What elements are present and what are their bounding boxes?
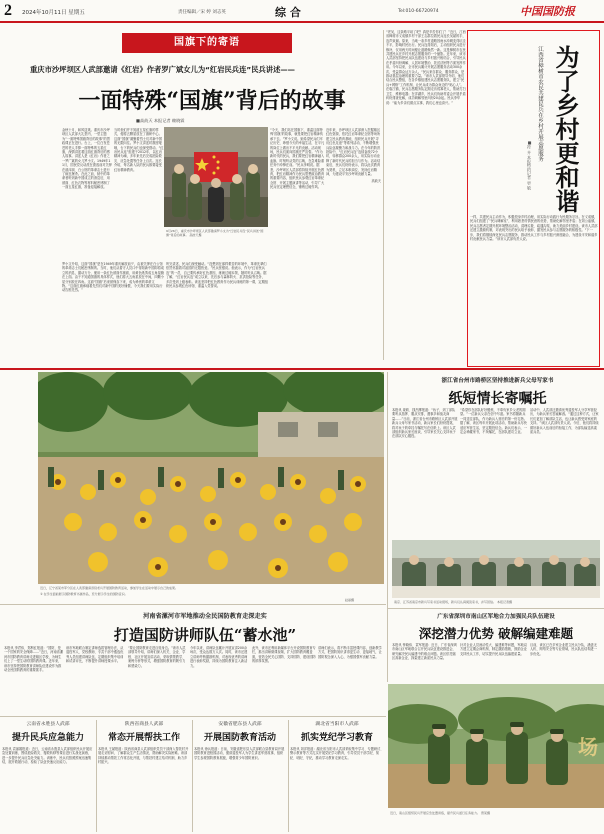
article4-photo-caption: 近日，南山区组织民兵开展应急处置训练，提升民兵遂行任务能力。 曾某摄 <box>390 811 490 815</box>
militia-training-image <box>388 684 604 808</box>
article4-column-2: 针对企业人员流动性大、编建难等问题，军地双方建立定期会商机制，制定激励措施，鼓励企业支持民兵工作，切实提升民兵队伍编建质量。 <box>460 643 527 656</box>
article2-byline: ■符 卉 本报特约记者 更 敏 <box>527 140 532 191</box>
brief-3-body: 本报讯 徐兵报道：日前，安徽省肥东县人武部联合县教育局开展国防教育进校园活动，邀请退役军人为学生讲述军营故事，组织学生参观国防教育展板，增强青少年国防意识。 <box>194 747 285 760</box>
brief-4 <box>290 720 384 832</box>
banner-text: 国旗下的寄语 <box>174 37 240 48</box>
photo-caption-credit: 赵丽摄 <box>345 598 355 602</box>
article3-column-3: 活动中，人武部还邀请优秀退役军人分享军营经历，为新兵家长答疑解惑。“通过这种方式，让家长们更加了解部队生活，也让新兵感受到家庭的支持。”该区人武部负责人说。今后，他们将持续做好新兵入伍前后的衔接工作，为部队输送高素质兵员。 <box>530 408 599 435</box>
column-divider-middle <box>387 372 388 682</box>
brief-2 <box>98 720 190 832</box>
article5-column-4: 今年以来，讲师队伍累计开展宣讲200余场次，受众达数万人次。同时，该市还建立讲师考核激励机制，对表现优秀的讲师进行表彰奖励，持续为国防教育注入新活力。 <box>190 646 248 668</box>
brief-1-body: 本报讯 袁丽娟报道：近日，云南省永胜县人武部组织民兵开展应急处置训练，围绕抢险救灾、搜救转移等课目进行实战化演练，进一步提升民兵应急处突能力。训练中，民兵们按照预案迅速集结，展开救援行动，检验了队伍快速反应能力。 <box>2 747 93 765</box>
article5-column-1: 本报讯 李君伟、郑利红报道：“国防，是一个国家的安全保障……”近日，河南省漯河市国防教育讲师走进辖区学校，为师生们上了一堂生动的国防教育课。近年来，该市坚持把国防教育讲师队伍建设作为推动全民国防教育的重要抓手。 <box>4 646 64 673</box>
divider-article3-article4 <box>388 608 604 609</box>
brief-2-kicker: 陕西省商县人武部 <box>124 722 164 727</box>
brief-2-headline: 常态开展帮扶工作 <box>107 733 180 743</box>
brief-1-headline: 提升民兵应急能力 <box>11 733 84 743</box>
article2-headline: 为了乡村更和谐 <box>551 45 580 213</box>
letter-writing-image <box>392 540 600 598</box>
brief-2-body: 本报讯 王斌报道：陕西省商县人武部组织党员干部深入帮扶村开展走访慰问，了解群众生产生活情况，帮助解决实际困难。该部持续推动帮扶工作常态化开展，与帮扶村建立结对机制，助力乡村振兴。 <box>98 747 189 765</box>
article1-photo-caption: 9月26日，重庆市沙坪坝区人武部邀请罗小文为“红岩民兵连”民兵讲述“国旗”背后的故事。 高歧天摄 <box>166 229 264 237</box>
article1-column-5: 罗小文介绍，这面“国旗”是在1949年重庆解放前夕，由被关押在白公馆的革命志士们秘密绣制的。当时，他们从看守人员口中得知新中国即将成立的消息，激动万分，便用一条红色被面作旗面，用黄色纸剪成五角星缝在上面。由于不知道国旗的具体样式，他们将大五角星放在中间，四颗小星分别放在四角。这面“国旗”后来被保存下来，成为珍贵的革命文物。“这面红旗承载着先烈们对新中国的美好憧憬，今天我们要用实际行动告慰先烈。” <box>62 262 164 293</box>
column-divider <box>383 30 384 360</box>
brief-divider-2 <box>192 720 193 832</box>
page-header <box>0 0 604 24</box>
brief-1 <box>2 720 94 832</box>
editor-info: 责任编辑／宋 婷 刘志英 <box>178 10 226 15</box>
brief-4-headline: 抓实党纪学习教育 <box>300 733 373 743</box>
article4-column-1: 本报讯 钟晓伟、袁军报道：近日，广东省深圳市南山区军地联合召开民兵队伍建设推进会，研究解决民兵编建中的难点问题。该区依托辖区高新企业，探索建立新质民兵力量。 <box>392 643 457 661</box>
article3-column-2: “希望你在部队好好锻炼，不辜负家乡父老的期望。”一位新兵父亲在信中写道。家书将随新兵一同送往部队，作为新兵入营后的第一份礼物。据了解，该区每年开展此项活动，帮助新兵尽快适应军营生活，坚定服役信念。新兵们表示，一定会珍藏家书，不负嘱托，在部队建功立业。 <box>460 408 527 435</box>
brief-3-kicker: 安徽省肥东县人武部 <box>218 722 262 727</box>
article1-byline: ■高歧天 本报记者 赖晓霖 <box>136 118 185 123</box>
article1-subtitle: 重庆市沙坪坝区人武部邀请《红岩》作者罗广斌女儿为“红岩民兵连”民兵讲述—— <box>30 65 295 74</box>
flag-ceremony-image <box>164 127 268 227</box>
article3-column-1: 本报讯 姜莉、钱杰摩报道：“孩子，到了部队要听从指挥、服从安排，遇事多和战友商量……”日前，浙江省台州市路桥区人武部开展新兵父母写家书活动，新兵家长们纷纷提笔，将对孩子的牵挂与嘱托写在信纸上。该区人武部组织新兵家长座谈，引导家长关心支持孩子在部队安心服役。 <box>392 408 458 439</box>
article-banner <box>122 33 292 53</box>
students-sunflower-image <box>38 372 384 584</box>
article5-kicker: 河南省漯河市军地推动全民国防教育走深走实 <box>143 613 267 620</box>
article3-photo <box>392 540 600 598</box>
article4-headline: 深挖潜力优势 破解编建难题 <box>418 626 574 641</box>
article1-column-2: 当时他们并不知道五星红旗的样式，便将五颗星放在了旗帜中心。这面“国旗”凝聚着烈士们对新中国的无限向往。罗小文讲述时数度哽咽，台下的民兵们也深受感动。“红岩民兵连”组建于2012年，以红岩精神为魂，多年来先后完成抢险救灾、应急处置等任务上百次。连长介绍，每名新入队的民兵都要接受红岩精神教育。 <box>114 128 164 172</box>
photo-background-sign: 场 <box>578 735 598 759</box>
article2-region: 江西省樟树市农民共建民兵在乡村开展志愿服务 <box>537 46 543 162</box>
brief-1-kicker: 云南省永胜县人武部 <box>26 722 70 727</box>
masthead-logo: 中国国防报 <box>520 5 575 18</box>
brief-3-headline: 开展国防教育活动 <box>203 733 276 743</box>
article3-photo-caption: 南京、江苏省南京市新兵写家书活动现场，新兵们认真阅读家书，并写回信。 本报记者摄 <box>394 600 512 604</box>
divider-photo-article5 <box>0 604 386 605</box>
article1-column-4: 近年来，沙坪坝区人武部深入挖掘辖区红色资源，依托红岩革命纪念馆等场所建立民兵教育基地，组织民兵开展“寻访红色足迹”等系列活动，不断增强民兵队伍凝聚力和战斗力。在今年的防汛抢险中，“红岩民兵连”连续奋战72小时，转移群众200余人，用实际行动诠释了新时代民兵的担当与作为。活动结束后，民兵们纷纷表示，将以此次教育为契机，立足本职岗位，发扬红岩精神，为建设平安沙坪坝贡献力量。 高歧天 <box>326 128 381 184</box>
article1-column-6: 听完讲述，民兵们深受触动。“没想到在那样艰苦的环境中，革命先辈们依然怀揣着对祖国的无限热爱。”民兵张强说。他表示，作为“红岩民兵连”的一员，自己要传承好红色基因，练就过硬本领，随时听从召唤。据了解，“红岩民兵连”成立以来，先后参与森林防火、抗洪抢险等任务，多次受到上级表彰。该连坚持把红色教育作为民兵训练的第一课，定期组织民兵参观红色场馆、重温入党誓词。 <box>166 262 268 289</box>
header-rule <box>0 21 604 23</box>
article5-column-6: 讲师们表示，将不断丰富授课内容，创新教学方式，把国防知识讲得更生动、更接地气，让国防观念深入人心，为强国强军贡献力量。 <box>318 646 382 659</box>
article2-column-1: “老吴，这条路平坦了吧？真是辛苦你们了！”近日，江西省樟树市义成镇乡村干部王志群拉着民兵连长吴斌的手，连声致谢。原来，当地一条乡村道路因雨水冲刷变得坑洼不平，影响村民出行。民兵连得知后，主动组织民兵进行修补，仅用两天时间便让道路焕然一新。这是樟树市农民共建民兵在乡村开展志愿服务的一个缩影。近年来，该市人武部坚持把民兵队伍建设与乡村振兴相结合，引导民兵在矛盾纠纷调解、人居环境整治、扶贫济困等方面发挥作用。今年以来，全市民兵累计开展志愿服务活动300余次，受益群众达万余人。“民兵来自群众、服务群众，是推动基层治理的重要力量。”该市人武部领导介绍，他们结合民兵整组，在各乡镇组建民兵志愿服务队，建立“民兵+网格”工作机制，让民兵成为群众身边的“贴心人”。在临江镇，民兵志愿服务队定期走访孤寡老人，帮助打扫卫生、维修电器；在洋湖乡，民兵们协助村委会开展矛盾纠纷排查化解，成功调解邻里纠纷20余起。民兵李华说：“能为乡亲们做点实事，我们心里也高兴。” <box>386 30 466 105</box>
middle-left-photo <box>38 372 384 584</box>
article4-photo <box>388 684 604 808</box>
article3-kicker: 浙江省台州市路桥区坚持推进新兵父母写家书 <box>441 378 554 384</box>
article5-headline: 打造国防讲师队伍“蓄水池” <box>113 626 297 644</box>
article2-column-2: 一样，共建民兵主动作为，积极投身乡村治理，用实际行动践行为民服务宗旨。在义成镇，民兵们组建了“民兵调解室”，利用熟悉村情民意的优势，帮助化解邻里矛盾；在刘公庙镇，民兵志愿者定期开展环境整治活动，清理垃圾、疏通沟渠，助力美丽乡村建设。该市人武部还建立激励机制，对表现突出的民兵给予表彰，激发民兵参与志愿服务的积极性。“下一步，我们将继续深化民兵志愿服务，推动民兵工作与乡村振兴深度融合，为建设平安和谐乡村贡献民兵力量。”该市人武部负责人说。 <box>470 215 598 242</box>
issue-date: 2024年10月11日 星期五 <box>22 10 85 16</box>
section-divider-top <box>0 368 604 370</box>
article3-headline: 纸短情长寄嘱托 <box>448 391 547 407</box>
section-name: 综 合 <box>275 6 301 19</box>
brief-3 <box>194 720 286 832</box>
divider-bottom-briefs <box>0 716 386 717</box>
brief-divider-3 <box>288 720 289 832</box>
brief-4-kicker: 湖北省当阳市人武部 <box>315 722 359 727</box>
article1-signoff: 高歧天 <box>371 179 381 184</box>
article4-column-3: 目前，该区已在多家企业建立民兵分队，涵盖无人机、网络安全等专业领域，民兵队伍结构进一步优化。 <box>530 643 597 656</box>
photo-caption-line2: ② 在学生面前展示国防教育书画作品，充分展示学生的国防意识。 <box>40 592 128 596</box>
article4-kicker: 广东省深圳市南山区军地合力加强民兵队伍建设 <box>437 614 555 620</box>
photo-caption-line1: 近日，辽宁省某市军分区在人武部邀请退役老兵开展国防教育活动，参加学生在活动中展示自己的成果。 <box>40 586 179 590</box>
brief-divider-1 <box>96 720 97 832</box>
article5-column-3: “要让国防教育走进百姓身边。”该市人武部领导介绍，讲师们深入机关、企业、学校、社区开展宣讲活动，采取情景教学、案例分析等形式，增强国防教育的吸引力和感染力。 <box>128 646 186 668</box>
article1-photo <box>164 127 268 227</box>
tel-number: Tel:010-66720974 <box>398 9 439 14</box>
brief-4-body: 本报讯 刘洋报道：湖北省当阳市人武部采取集中学习、专题研讨、警示教育等方式扎实开展党纪学习教育，引导党员干部学纪、知纪、明纪、守纪，推动学习教育走深走实。 <box>290 747 384 760</box>
article1-column-3: “今天，我们站在国旗下，重温这面特殊‘国旗’的故事，就是要把红岩精神传承下去。”罗小文说。她希望民兵们牢记历史，珍惜今天的幸福生活，在平凡的岗位上做出不平凡的贡献。活动现场，民兵们面向国旗庄严宣誓。“作为新时代的民兵，我们要把红岩精神融入血脉，时刻听从党的召唤，在急难险重任务中冲锋在前。”民兵李明说。据悉，沙坪坝区人武部将持续开展红色教育，把红岩精神作为民兵思想政治教育的重要内容，组织民兵参观红岩革命纪念馆、开展主题演讲等活动，引导广大民兵坚定理想信念，锤炼过硬作风。 <box>270 128 325 190</box>
article1-column-1: 金秋十月，和风送爽。重庆市沙坪坝区人武部大礼堂内，一堂主题为“一面特殊国旗背后的故事”的思政课正在进行。台上，一位白发苍苍的老人手捧一面特殊的五星红旗，深情讲述着这面红旗背后的感人故事。讲述人是《红岩》作者之一罗广斌的女儿罗小文。1949年11月，国民党反动派在溃逃前对关押在渣滓洞、白公馆的革命志士进行了疯狂屠杀。在此之前，狱中的革命者听到新中国成立的消息后，用被面、红色衣物等材料秘密绣制了一面五星红旗，准备迎接解放。 <box>62 128 112 190</box>
article1-headline: 一面特殊“国旗”背后的故事 <box>78 88 346 114</box>
article5-column-2: 该市军地联合制定讲师选拔管理办法，从退役军人、党校教师、专武干部中遴选优秀人员组建讲师队伍，定期组织集中培训和试讲评比，不断提升讲师授课水平。 <box>66 646 124 664</box>
article5-column-5: 此外，该市还利用新媒体平台开设国防教育专栏，推出讲师微课视频，扩大国防教育覆盖面，营造全民关心国防、支持国防、建设国防的浓厚氛围。 <box>252 646 316 664</box>
page-number: 2 <box>4 2 12 19</box>
